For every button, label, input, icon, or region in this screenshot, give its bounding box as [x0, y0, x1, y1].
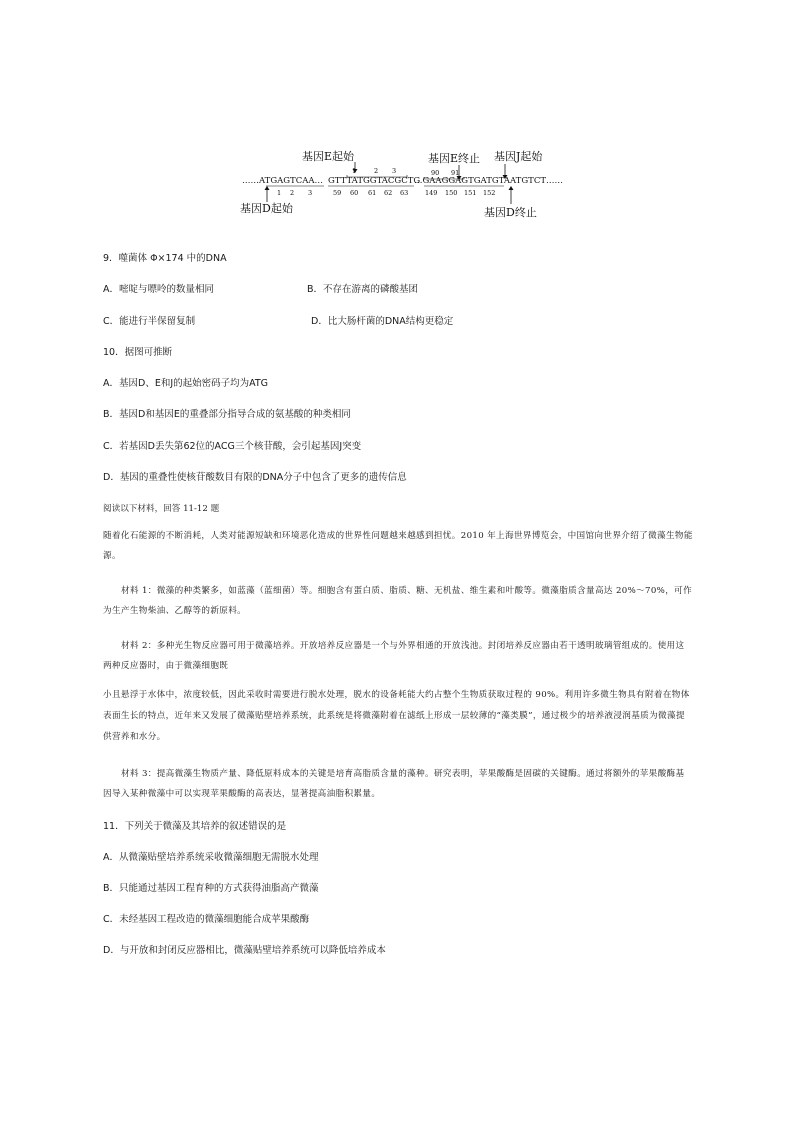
- label-gene-e-end: 基因E终止: [428, 152, 481, 165]
- arrowhead-d-start: [265, 186, 270, 190]
- q9-option-a: A．嘧啶与嘌呤的数量相同: [103, 284, 214, 295]
- label-gene-j-start: 基因J起始: [494, 150, 543, 163]
- q9-stem: 9．噬菌体 Φ×174 中的DNA: [103, 253, 227, 264]
- bottom-num-59: 59: [333, 189, 342, 197]
- bottom-num-3: 3: [308, 189, 313, 197]
- reading-paragraph-1: 随着化石能源的不断消耗，人类对能源短缺和环境恶化造成的世界性问题越来越感到担忧。2010 年上海世界博览会，中国馆向世界介绍了微藻生物能源。: [103, 531, 693, 561]
- reading-material-2: 材料 2：多种光生物反应器可用于微藻培养。开放培养反应器是一个与外界相通的开放浅池。封闭培养反应器由若干透明玻璃管组成的。使用这两种反应器时，由于微藻细胞既: [103, 641, 685, 671]
- bottom-num-63: 63: [400, 189, 409, 197]
- reading-material-1: 材料 1：微藻的种类繁多，如蓝藻（蓝细菌）等。细胞含有蛋白质、脂质、糖、无机盐、维生素和叶酸等。微藻脂质含量高达 20%～70%，可作为生产生物柴油、乙醇等的新原料。: [103, 586, 693, 616]
- arrowhead-d-end: [509, 186, 514, 190]
- reading-material-2-continued: 小且悬浮于水体中，浓度较低，因此采收时需要进行脱水处理，脱水的设备耗能大约占整个生物质获取过程的 90%。利用许多微生物具有附着在物体表面生长的特点，近年来又发展了微藻贴壁培养系统，此系统是将微藻附着在滤纸上形成一层较薄的“藻类膜”，通过极少的培养液浸润基质为微藻提供营养和水分。: [103, 690, 690, 742]
- gene-overlap-diagram: [232, 140, 572, 230]
- q9-option-b: B．不存在游离的磷酸基团: [307, 284, 419, 295]
- q11-option-d: D．与开放和封闭反应器相比，微藻贴壁培养系统可以降低培养成本: [103, 945, 386, 956]
- bottom-num-60: 60: [350, 189, 359, 197]
- q10-option-c: C．若基因D丢失第62位的ACG三个核苷酸，会引起基因J突变: [103, 441, 362, 452]
- q10-stem: 10．据图可推断: [103, 347, 173, 358]
- bottom-num-149: 149: [425, 189, 438, 197]
- q11-stem: 11．下列关于微藻及其培养的叙述错误的是: [103, 821, 287, 832]
- q10-option-b: B．基因D和基因E的重叠部分指导合成的氨基酸的种类相同: [103, 409, 351, 420]
- bottom-num-1: 1: [277, 189, 282, 197]
- label-gene-d-end: 基因D终止: [484, 206, 537, 219]
- q11-option-b: B．只能通过基因工程育种的方式获得油脂高产微藻: [103, 883, 319, 894]
- gene-overlap-svg: [232, 140, 572, 230]
- top-num-1: 1: [352, 167, 357, 175]
- q9-option-d: D．比大肠杆菌的DNA结构更稳定: [311, 316, 454, 327]
- sequence-middle: GTTTATGGTACGCTG: [328, 176, 421, 186]
- reading-material-3: 材料 3：提高微藻生物质产量、降低原料成本的关键是培育高脂质含量的藻种。研究表明，苹果酸酶是固碳的关键酶。通过将额外的苹果酸酶基因导入某种微藻中可以实现苹果酸酶的高表达，显著提高油脂积累量。: [103, 769, 685, 799]
- top-num-90: 90: [431, 169, 440, 177]
- sequence-right: …GAAGGAGTGATGTAATGTCT……: [414, 176, 563, 186]
- reading-intro: 阅读以下材料，回答 11-12 题: [103, 504, 220, 514]
- q11-option-c: C．未经基因工程改造的微藻细胞能合成苹果酸酶: [103, 914, 310, 925]
- bottom-num-152: 152: [483, 189, 496, 197]
- bottom-num-62: 62: [384, 189, 393, 197]
- bottom-num-150: 150: [445, 189, 458, 197]
- top-num-2: 2: [374, 167, 379, 175]
- q10-option-a: A．基因D、E和J的起始密码子均为ATG: [103, 378, 269, 389]
- label-gene-d-start: 基因D起始: [240, 202, 293, 215]
- q10-option-d: D．基因的重叠性使核苷酸数目有限的DNA分子中包含了更多的遗传信息: [103, 472, 407, 483]
- label-gene-e-start: 基因E起始: [302, 150, 355, 163]
- q11-option-a: A．从微藻贴壁培养系统采收微藻细胞无需脱水处理: [103, 852, 319, 863]
- bottom-num-2: 2: [290, 189, 295, 197]
- q9-option-c: C．能进行半保留复制: [103, 316, 196, 327]
- sequence-left: ……ATGAGTCAA…: [242, 176, 324, 186]
- top-num-91: 91: [451, 169, 460, 177]
- bottom-num-61: 61: [368, 189, 377, 197]
- bottom-num-151: 151: [464, 189, 477, 197]
- top-num-3: 3: [392, 167, 397, 175]
